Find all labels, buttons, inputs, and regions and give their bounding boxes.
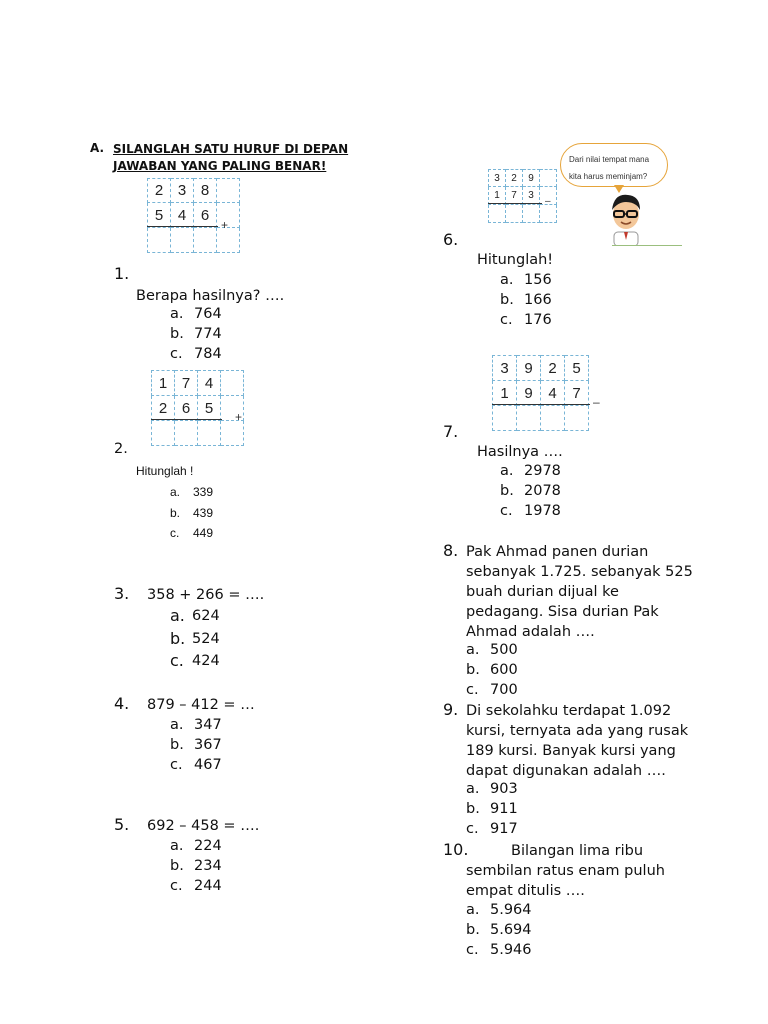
option-b[interactable]	[466, 920, 532, 940]
option-value: 764	[194, 306, 222, 322]
option-letter: b.	[170, 628, 186, 648]
option-letter: c.	[170, 757, 183, 773]
option-letter: a.	[170, 717, 184, 733]
grid-cell: 4	[171, 203, 194, 228]
option-b[interactable]	[170, 856, 222, 876]
q7-subtraction-grid	[492, 355, 589, 431]
option-value: 2078	[524, 483, 561, 499]
q4-question: 879 – 412 = …	[147, 697, 255, 713]
option-value: 467	[194, 757, 222, 773]
option-letter: c.	[500, 312, 513, 328]
q8-number: 8.	[443, 541, 459, 560]
option-c[interactable]	[466, 680, 518, 700]
option-c[interactable]	[170, 755, 222, 775]
option-b[interactable]	[500, 481, 561, 501]
option-value: 524	[192, 630, 220, 647]
option-letter: c.	[170, 526, 180, 540]
option-c[interactable]	[170, 523, 213, 544]
grid-cell	[194, 228, 217, 253]
grid-cell: 3	[493, 356, 517, 381]
option-value: 156	[524, 272, 552, 288]
grid-cell: 6	[194, 203, 217, 228]
option-b[interactable]	[466, 660, 518, 680]
option-b[interactable]	[170, 628, 220, 651]
option-value: 339	[193, 485, 214, 499]
q3-question: 358 + 266 = ….	[147, 587, 265, 603]
grid-cell	[523, 205, 540, 223]
q6-difference-line	[488, 203, 542, 204]
option-value: 917	[490, 821, 518, 837]
q8-line: buah durian dijual ke	[466, 584, 619, 600]
grid-cell	[198, 421, 221, 446]
option-letter: c.	[466, 942, 479, 958]
option-letter: a.	[466, 781, 480, 797]
q10-line: sembilan ratus enam puluh	[466, 863, 665, 879]
q6-number: 6.	[443, 230, 459, 249]
grid-cell: 4	[541, 381, 565, 406]
option-value: 244	[194, 878, 222, 894]
q9-line: dapat digunakan adalah ….	[466, 763, 666, 779]
option-b[interactable]	[500, 290, 552, 310]
q10-number: 10.	[443, 840, 469, 859]
grid-cell: 2	[148, 179, 171, 203]
grid-cell: 1	[493, 381, 517, 406]
option-letter: b.	[500, 483, 514, 499]
option-letter: b.	[170, 737, 184, 753]
option-letter: a.	[170, 306, 184, 322]
bubble-line-1: Dari nilai tempat mana	[569, 155, 650, 164]
grid-cell: 7	[175, 371, 198, 396]
option-letter: c.	[170, 878, 183, 894]
option-value: 5.946	[490, 942, 532, 958]
option-letter: c.	[170, 651, 184, 670]
q8-line: sebanyak 1.725. sebanyak 525	[466, 564, 693, 580]
option-value: 234	[194, 858, 222, 874]
q3-number: 3.	[114, 584, 130, 603]
grid-cell: 2	[541, 356, 565, 381]
option-letter: a.	[466, 642, 480, 658]
grid-cell: 5	[565, 356, 589, 381]
grid-cell	[506, 205, 523, 223]
option-b[interactable]	[170, 324, 222, 344]
option-a[interactable]	[466, 779, 518, 799]
option-a[interactable]	[466, 900, 532, 920]
grid-cell: 4	[198, 371, 221, 396]
option-c[interactable]	[170, 650, 220, 673]
q4-options	[170, 715, 222, 775]
q4-number: 4.	[114, 694, 130, 713]
q5-question: 692 – 458 = ….	[147, 818, 260, 834]
grid-cell	[221, 421, 244, 446]
bubble-line-2: kita harus meminjam?	[569, 172, 648, 181]
option-letter: b.	[500, 292, 514, 308]
option-c[interactable]	[466, 819, 518, 839]
option-letter: b.	[170, 326, 184, 342]
grid-cell: 9	[517, 381, 541, 406]
option-letter: b.	[466, 801, 480, 817]
option-value: 624	[192, 608, 220, 624]
option-b[interactable]	[170, 735, 222, 755]
grid-cell: 9	[517, 356, 541, 381]
option-letter: a.	[170, 838, 184, 854]
q8-options	[466, 640, 518, 700]
option-c[interactable]	[170, 876, 222, 896]
option-letter: b.	[466, 662, 480, 678]
q2-options	[170, 482, 213, 544]
option-value: 903	[490, 781, 518, 797]
grid-cell	[489, 205, 506, 223]
grid-cell	[541, 406, 565, 431]
option-a[interactable]	[466, 640, 518, 660]
grid-cell: 3	[171, 179, 194, 203]
option-value: 774	[194, 326, 222, 342]
grid-cell	[175, 421, 198, 446]
q6-minus-sign: –	[545, 196, 551, 207]
boy-cartoon-icon	[604, 188, 648, 246]
option-value: 2978	[524, 463, 561, 479]
q1-options	[170, 304, 222, 364]
option-letter: a.	[500, 463, 514, 479]
option-value: 1978	[524, 503, 561, 519]
option-letter: b.	[170, 858, 184, 874]
q1-addition-grid	[147, 178, 240, 253]
grid-cell: 5	[148, 203, 171, 228]
grid-cell: 1	[152, 371, 175, 396]
q9-options	[466, 779, 518, 839]
q6-options	[500, 270, 552, 330]
section-title-line-1: SILANGLAH SATU HURUF DI DEPAN	[113, 142, 349, 156]
q9-number: 9.	[443, 700, 459, 719]
q2-question: Hitunglah !	[136, 464, 194, 478]
q7-difference-line	[492, 404, 590, 405]
option-letter: a.	[170, 485, 181, 499]
section-title-line-2: JAWABAN YANG PALING BENAR!	[113, 159, 327, 173]
q5-number: 5.	[114, 815, 130, 834]
option-letter: c.	[170, 346, 183, 362]
q8-line: Pak Ahmad panen durian	[466, 544, 649, 560]
option-c[interactable]	[500, 501, 561, 521]
option-letter: a.	[466, 902, 480, 918]
grid-cell: 1	[489, 187, 506, 205]
option-value: 784	[194, 346, 222, 362]
q9-line: kursi, ternyata ada yang rusak	[466, 723, 689, 739]
q8-question	[466, 542, 736, 642]
grid-cell: 6	[175, 396, 198, 421]
grid-cell: 2	[152, 396, 175, 421]
option-a[interactable]	[170, 304, 222, 324]
grid-cell: 2	[506, 170, 523, 187]
q3-options	[170, 605, 220, 673]
q6-question: Hitunglah!	[477, 252, 554, 268]
grid-cell	[148, 228, 171, 253]
grid-cell	[493, 406, 517, 431]
section-letter: A.	[90, 141, 105, 155]
option-a[interactable]	[170, 715, 222, 735]
q7-minus-sign: –	[593, 395, 600, 409]
q10-options	[466, 900, 532, 960]
grid-cell: 8	[194, 179, 217, 203]
q1-question: Berapa hasilnya? ….	[136, 288, 285, 304]
option-value: 176	[524, 312, 552, 328]
option-value: 166	[524, 292, 552, 308]
option-letter: a.	[500, 272, 514, 288]
q2-number: 2.	[114, 441, 128, 457]
option-b[interactable]	[170, 503, 213, 524]
grid-cell: 9	[523, 170, 540, 187]
q5-options	[170, 836, 222, 896]
q9-line: Di sekolahku terdapat 1.092	[466, 703, 672, 719]
q2-addition-grid	[151, 370, 244, 446]
q1-plus-sign: +	[221, 218, 229, 232]
grid-cell	[540, 170, 557, 187]
option-letter: a.	[170, 606, 185, 625]
option-a[interactable]	[170, 605, 220, 628]
grid-cell	[517, 406, 541, 431]
option-a[interactable]	[500, 270, 552, 290]
option-value: 224	[194, 838, 222, 854]
option-value: 911	[490, 801, 518, 817]
grid-cell	[221, 371, 244, 396]
option-value: 700	[490, 682, 518, 698]
option-value: 449	[193, 526, 214, 540]
option-c[interactable]	[500, 310, 552, 330]
option-a[interactable]	[500, 461, 561, 481]
q7-number: 7.	[443, 422, 459, 441]
option-a[interactable]	[170, 482, 213, 503]
q10-line: Bilangan lima ribu	[511, 843, 644, 859]
option-value: 5.964	[490, 902, 532, 918]
q7-question: Hasilnya ….	[477, 444, 563, 460]
option-value: 5.694	[490, 922, 532, 938]
q8-line: pedagang. Sisa durian Pak	[466, 604, 659, 620]
q9-line: 189 kursi. Banyak kursi yang	[466, 743, 676, 759]
q2-plus-sign: +	[235, 410, 243, 424]
grid-cell: 3	[489, 170, 506, 187]
q10-question	[466, 841, 741, 901]
q2-sum-line	[151, 419, 222, 420]
option-value: 439	[193, 505, 214, 520]
option-b[interactable]	[466, 799, 518, 819]
option-value: 347	[194, 717, 222, 733]
q10-line: empat ditulis ….	[466, 883, 585, 899]
option-a[interactable]	[170, 836, 222, 856]
option-letter: c.	[500, 503, 513, 519]
grid-cell	[540, 205, 557, 223]
option-value: 600	[490, 662, 518, 678]
q1-number: 1.	[114, 264, 130, 283]
option-letter: b.	[170, 505, 181, 520]
q9-question	[466, 701, 741, 781]
q8-line: Ahmad adalah ….	[466, 624, 595, 640]
grid-cell: 7	[506, 187, 523, 205]
grid-cell	[171, 228, 194, 253]
option-value: 367	[194, 737, 222, 753]
option-c[interactable]	[170, 344, 222, 364]
grid-cell	[217, 179, 240, 203]
option-letter: c.	[466, 682, 479, 698]
grid-cell: 3	[523, 187, 540, 205]
option-value: 500	[490, 642, 518, 658]
grid-cell: 7	[565, 381, 589, 406]
option-c[interactable]	[466, 940, 532, 960]
grid-cell	[565, 406, 589, 431]
option-letter: c.	[466, 821, 479, 837]
option-letter: b.	[466, 922, 480, 938]
grid-cell	[152, 421, 175, 446]
option-value: 424	[192, 653, 220, 669]
q1-sum-line	[147, 226, 218, 227]
grid-cell: 5	[198, 396, 221, 421]
ground-line	[612, 245, 682, 246]
section-title	[113, 141, 373, 175]
q7-options	[500, 461, 561, 521]
q6-speech-bubble	[560, 143, 668, 187]
